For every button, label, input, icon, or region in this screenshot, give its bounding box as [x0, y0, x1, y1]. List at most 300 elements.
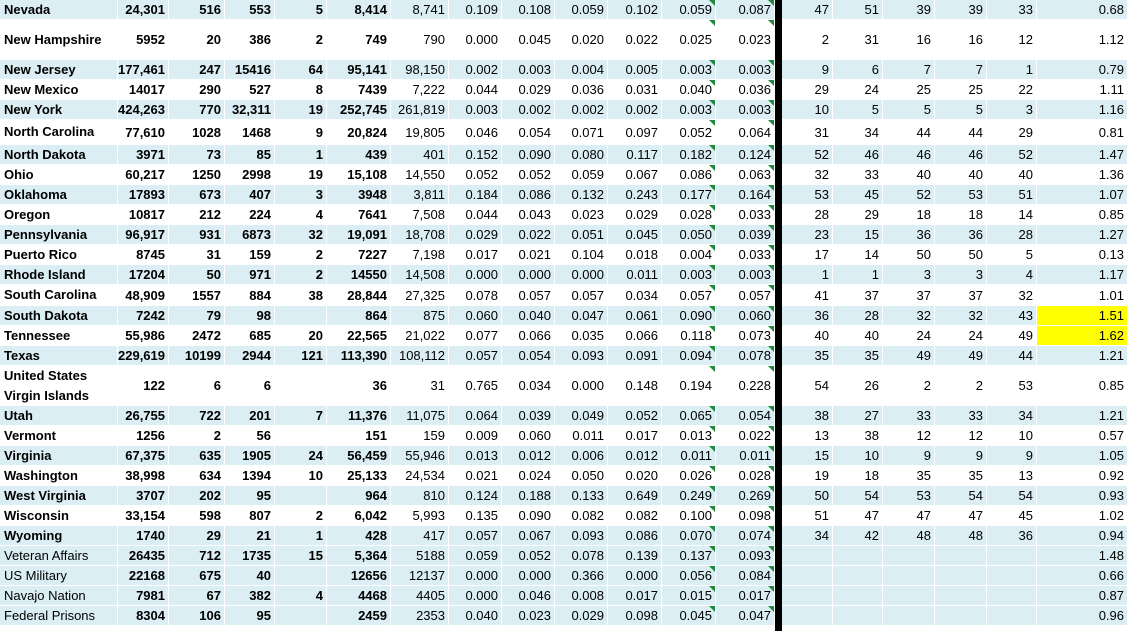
table-cell[interactable] — [118, 606, 169, 626]
table-cell[interactable] — [662, 225, 716, 245]
table-cell[interactable] — [169, 586, 225, 606]
table-cell[interactable] — [118, 326, 169, 346]
table-cell[interactable] — [716, 606, 775, 626]
table-cell[interactable] — [662, 586, 716, 606]
table-cell[interactable] — [987, 205, 1037, 225]
table-cell[interactable] — [327, 225, 391, 245]
table-cell[interactable] — [169, 80, 225, 100]
table-cell[interactable] — [327, 145, 391, 165]
table-cell[interactable] — [935, 60, 987, 80]
table-cell[interactable] — [716, 566, 775, 586]
table-cell[interactable] — [225, 0, 275, 20]
table-cell[interactable] — [1037, 506, 1128, 526]
table-cell[interactable] — [327, 406, 391, 426]
table-cell[interactable] — [1037, 346, 1128, 366]
table-cell[interactable] — [716, 526, 775, 546]
table-cell[interactable] — [502, 506, 555, 526]
table-cell[interactable] — [833, 506, 883, 526]
table-cell[interactable] — [716, 426, 775, 446]
table-cell[interactable] — [502, 245, 555, 265]
table-cell[interactable] — [555, 346, 608, 366]
table-cell[interactable] — [555, 586, 608, 606]
table-cell[interactable] — [716, 285, 775, 306]
table-cell[interactable] — [883, 566, 935, 586]
table-cell[interactable] — [1037, 80, 1128, 100]
table-cell[interactable] — [118, 60, 169, 80]
table-cell[interactable] — [275, 526, 327, 546]
table-cell[interactable] — [275, 165, 327, 185]
table-cell[interactable] — [391, 526, 449, 546]
table-cell[interactable] — [716, 506, 775, 526]
table-cell[interactable] — [935, 366, 987, 406]
table-cell[interactable] — [608, 366, 662, 406]
table-cell[interactable] — [225, 205, 275, 225]
table-cell[interactable] — [502, 225, 555, 245]
table-cell[interactable] — [662, 265, 716, 285]
table-cell[interactable] — [555, 546, 608, 566]
table-cell[interactable] — [987, 100, 1037, 120]
table-cell[interactable] — [935, 586, 987, 606]
table-cell[interactable] — [662, 446, 716, 466]
table-cell[interactable] — [883, 486, 935, 506]
table-cell[interactable] — [662, 60, 716, 80]
table-cell[interactable] — [883, 0, 935, 20]
table-cell[interactable] — [833, 245, 883, 265]
table-cell[interactable] — [169, 265, 225, 285]
table-cell[interactable] — [608, 265, 662, 285]
table-cell[interactable] — [391, 606, 449, 626]
table-cell[interactable] — [883, 586, 935, 606]
table-cell[interactable] — [391, 60, 449, 80]
table-cell[interactable] — [275, 120, 327, 145]
table-cell[interactable] — [449, 566, 502, 586]
table-cell[interactable] — [391, 546, 449, 566]
table-cell[interactable] — [225, 60, 275, 80]
table-cell[interactable] — [449, 526, 502, 546]
table-cell[interactable] — [935, 466, 987, 486]
table-cell[interactable] — [883, 120, 935, 145]
table-cell[interactable] — [883, 306, 935, 326]
table-cell[interactable] — [833, 0, 883, 20]
row-label-cell[interactable] — [0, 606, 118, 626]
table-cell[interactable] — [169, 426, 225, 446]
table-cell[interactable] — [502, 586, 555, 606]
table-cell[interactable] — [987, 0, 1037, 20]
table-cell[interactable] — [169, 100, 225, 120]
table-cell[interactable] — [1037, 245, 1128, 265]
table-cell[interactable] — [833, 546, 883, 566]
table-cell[interactable] — [275, 185, 327, 205]
row-label-cell[interactable] — [0, 120, 118, 145]
table-cell[interactable] — [883, 100, 935, 120]
table-cell[interactable] — [935, 306, 987, 326]
table-cell[interactable] — [327, 586, 391, 606]
table-cell[interactable] — [782, 506, 833, 526]
table-cell[interactable] — [987, 406, 1037, 426]
table-cell[interactable] — [833, 566, 883, 586]
table-cell[interactable] — [987, 165, 1037, 185]
table-cell[interactable] — [883, 245, 935, 265]
table-cell[interactable] — [662, 366, 716, 406]
table-cell[interactable] — [1037, 366, 1128, 406]
table-cell[interactable] — [833, 185, 883, 205]
table-cell[interactable] — [275, 0, 327, 20]
table-cell[interactable] — [1037, 225, 1128, 245]
table-cell[interactable] — [716, 346, 775, 366]
table-cell[interactable] — [391, 245, 449, 265]
table-cell[interactable] — [555, 506, 608, 526]
table-cell[interactable] — [935, 526, 987, 546]
table-cell[interactable] — [716, 20, 775, 60]
table-cell[interactable] — [391, 406, 449, 426]
table-cell[interactable] — [833, 486, 883, 506]
table-cell[interactable] — [275, 506, 327, 526]
table-cell[interactable] — [716, 406, 775, 426]
table-cell[interactable] — [118, 306, 169, 326]
row-label-cell[interactable] — [0, 586, 118, 606]
table-cell[interactable] — [716, 185, 775, 205]
table-cell[interactable] — [391, 426, 449, 446]
table-cell[interactable] — [608, 346, 662, 366]
table-cell[interactable] — [225, 446, 275, 466]
table-cell[interactable] — [275, 100, 327, 120]
table-cell[interactable] — [883, 225, 935, 245]
table-cell[interactable] — [555, 145, 608, 165]
table-cell[interactable] — [782, 306, 833, 326]
table-cell[interactable] — [169, 546, 225, 566]
table-cell[interactable] — [502, 145, 555, 165]
table-cell[interactable] — [225, 285, 275, 306]
table-cell[interactable] — [1037, 446, 1128, 466]
table-cell[interactable] — [118, 225, 169, 245]
table-cell[interactable] — [1037, 566, 1128, 586]
table-cell[interactable] — [275, 326, 327, 346]
table-cell[interactable] — [449, 446, 502, 466]
table-cell[interactable] — [327, 346, 391, 366]
table-cell[interactable] — [716, 326, 775, 346]
table-cell[interactable] — [118, 0, 169, 20]
table-cell[interactable] — [502, 366, 555, 406]
table-cell[interactable] — [716, 60, 775, 80]
table-cell[interactable] — [883, 60, 935, 80]
row-label-cell[interactable] — [0, 426, 118, 446]
table-cell[interactable] — [327, 120, 391, 145]
table-cell[interactable] — [118, 165, 169, 185]
table-cell[interactable] — [782, 80, 833, 100]
table-cell[interactable] — [935, 185, 987, 205]
table-cell[interactable] — [662, 506, 716, 526]
table-cell[interactable] — [502, 526, 555, 546]
table-cell[interactable] — [662, 426, 716, 446]
table-cell[interactable] — [987, 326, 1037, 346]
table-cell[interactable] — [716, 0, 775, 20]
table-cell[interactable] — [1037, 326, 1128, 346]
table-cell[interactable] — [118, 80, 169, 100]
table-cell[interactable] — [275, 145, 327, 165]
table-cell[interactable] — [833, 165, 883, 185]
table-cell[interactable] — [449, 466, 502, 486]
table-cell[interactable] — [169, 120, 225, 145]
table-cell[interactable] — [662, 20, 716, 60]
table-cell[interactable] — [883, 165, 935, 185]
table-cell[interactable] — [225, 586, 275, 606]
table-cell[interactable] — [327, 506, 391, 526]
table-cell[interactable] — [555, 0, 608, 20]
table-cell[interactable] — [225, 145, 275, 165]
table-cell[interactable] — [935, 606, 987, 626]
table-cell[interactable] — [782, 446, 833, 466]
table-cell[interactable] — [935, 120, 987, 145]
table-cell[interactable] — [449, 265, 502, 285]
table-cell[interactable] — [782, 165, 833, 185]
table-cell[interactable] — [782, 346, 833, 366]
row-label-cell[interactable] — [0, 566, 118, 586]
table-cell[interactable] — [883, 285, 935, 306]
table-cell[interactable] — [555, 466, 608, 486]
table-cell[interactable] — [608, 306, 662, 326]
table-cell[interactable] — [987, 306, 1037, 326]
table-cell[interactable] — [275, 566, 327, 586]
table-cell[interactable] — [502, 285, 555, 306]
table-cell[interactable] — [782, 120, 833, 145]
table-cell[interactable] — [502, 60, 555, 80]
table-cell[interactable] — [662, 566, 716, 586]
table-cell[interactable] — [327, 366, 391, 406]
table-cell[interactable] — [225, 306, 275, 326]
table-cell[interactable] — [662, 245, 716, 265]
table-cell[interactable] — [1037, 306, 1128, 326]
table-cell[interactable] — [169, 366, 225, 406]
table-cell[interactable] — [169, 165, 225, 185]
table-cell[interactable] — [987, 265, 1037, 285]
table-cell[interactable] — [502, 486, 555, 506]
table-cell[interactable] — [327, 285, 391, 306]
table-cell[interactable] — [935, 100, 987, 120]
table-cell[interactable] — [987, 60, 1037, 80]
table-cell[interactable] — [275, 225, 327, 245]
table-cell[interactable] — [608, 526, 662, 546]
table-cell[interactable] — [225, 526, 275, 546]
row-label-cell[interactable] — [0, 546, 118, 566]
table-cell[interactable] — [782, 205, 833, 225]
table-cell[interactable] — [555, 326, 608, 346]
table-cell[interactable] — [833, 80, 883, 100]
table-cell[interactable] — [118, 506, 169, 526]
table-cell[interactable] — [782, 586, 833, 606]
table-cell[interactable] — [449, 225, 502, 245]
table-cell[interactable] — [449, 100, 502, 120]
table-cell[interactable] — [833, 285, 883, 306]
table-cell[interactable] — [118, 406, 169, 426]
table-cell[interactable] — [608, 466, 662, 486]
table-cell[interactable] — [883, 426, 935, 446]
table-cell[interactable] — [169, 566, 225, 586]
table-cell[interactable] — [662, 285, 716, 306]
table-cell[interactable] — [555, 165, 608, 185]
table-cell[interactable] — [449, 145, 502, 165]
table-cell[interactable] — [782, 526, 833, 546]
table-cell[interactable] — [275, 446, 327, 466]
table-cell[interactable] — [555, 406, 608, 426]
table-cell[interactable] — [118, 466, 169, 486]
table-cell[interactable] — [833, 120, 883, 145]
table-cell[interactable] — [608, 285, 662, 306]
table-cell[interactable] — [449, 185, 502, 205]
table-cell[interactable] — [118, 265, 169, 285]
table-cell[interactable] — [225, 165, 275, 185]
table-cell[interactable] — [608, 566, 662, 586]
table-cell[interactable] — [502, 346, 555, 366]
table-cell[interactable] — [883, 326, 935, 346]
table-cell[interactable] — [118, 145, 169, 165]
table-cell[interactable] — [118, 120, 169, 145]
table-cell[interactable] — [275, 406, 327, 426]
table-cell[interactable] — [169, 20, 225, 60]
table-cell[interactable] — [716, 546, 775, 566]
table-cell[interactable] — [883, 526, 935, 546]
row-label-cell[interactable] — [0, 466, 118, 486]
table-cell[interactable] — [275, 486, 327, 506]
table-cell[interactable] — [662, 606, 716, 626]
table-cell[interactable] — [883, 466, 935, 486]
table-cell[interactable] — [833, 225, 883, 245]
table-cell[interactable] — [782, 566, 833, 586]
table-cell[interactable] — [662, 306, 716, 326]
table-cell[interactable] — [1037, 145, 1128, 165]
table-cell[interactable] — [883, 346, 935, 366]
table-cell[interactable] — [327, 546, 391, 566]
table-cell[interactable] — [275, 586, 327, 606]
table-cell[interactable] — [225, 426, 275, 446]
table-cell[interactable] — [1037, 185, 1128, 205]
table-cell[interactable] — [987, 466, 1037, 486]
table-cell[interactable] — [118, 346, 169, 366]
table-cell[interactable] — [662, 145, 716, 165]
table-cell[interactable] — [449, 366, 502, 406]
table-cell[interactable] — [449, 60, 502, 80]
table-cell[interactable] — [662, 205, 716, 225]
table-cell[interactable] — [987, 506, 1037, 526]
table-cell[interactable] — [225, 225, 275, 245]
table-cell[interactable] — [225, 346, 275, 366]
table-cell[interactable] — [716, 366, 775, 406]
table-cell[interactable] — [555, 306, 608, 326]
table-cell[interactable] — [987, 586, 1037, 606]
table-cell[interactable] — [608, 145, 662, 165]
table-cell[interactable] — [883, 265, 935, 285]
table-cell[interactable] — [935, 20, 987, 60]
table-cell[interactable] — [275, 426, 327, 446]
table-cell[interactable] — [275, 306, 327, 326]
table-cell[interactable] — [391, 326, 449, 346]
table-cell[interactable] — [608, 80, 662, 100]
table-cell[interactable] — [833, 446, 883, 466]
table-cell[interactable] — [502, 446, 555, 466]
table-cell[interactable] — [391, 100, 449, 120]
table-cell[interactable] — [833, 60, 883, 80]
table-cell[interactable] — [608, 20, 662, 60]
table-cell[interactable] — [502, 265, 555, 285]
table-cell[interactable] — [608, 60, 662, 80]
table-cell[interactable] — [716, 145, 775, 165]
table-cell[interactable] — [782, 60, 833, 80]
table-cell[interactable] — [555, 446, 608, 466]
table-cell[interactable] — [716, 265, 775, 285]
table-cell[interactable] — [782, 486, 833, 506]
table-cell[interactable] — [225, 80, 275, 100]
table-cell[interactable] — [833, 326, 883, 346]
table-cell[interactable] — [327, 566, 391, 586]
row-label-cell[interactable] — [0, 526, 118, 546]
table-cell[interactable] — [782, 245, 833, 265]
table-cell[interactable] — [225, 120, 275, 145]
row-label-cell[interactable] — [0, 446, 118, 466]
table-cell[interactable] — [327, 326, 391, 346]
table-cell[interactable] — [716, 205, 775, 225]
table-cell[interactable] — [225, 546, 275, 566]
table-cell[interactable] — [391, 466, 449, 486]
table-cell[interactable] — [449, 606, 502, 626]
table-cell[interactable] — [275, 60, 327, 80]
table-cell[interactable] — [782, 326, 833, 346]
table-cell[interactable] — [935, 285, 987, 306]
table-cell[interactable] — [555, 245, 608, 265]
table-cell[interactable] — [118, 546, 169, 566]
table-cell[interactable] — [608, 185, 662, 205]
table-cell[interactable] — [935, 0, 987, 20]
table-cell[interactable] — [169, 486, 225, 506]
table-cell[interactable] — [118, 185, 169, 205]
table-cell[interactable] — [327, 80, 391, 100]
table-cell[interactable] — [327, 245, 391, 265]
table-cell[interactable] — [662, 346, 716, 366]
table-cell[interactable] — [883, 185, 935, 205]
table-cell[interactable] — [662, 406, 716, 426]
table-cell[interactable] — [1037, 20, 1128, 60]
table-cell[interactable] — [555, 80, 608, 100]
table-cell[interactable] — [662, 80, 716, 100]
table-cell[interactable] — [169, 506, 225, 526]
table-cell[interactable] — [608, 100, 662, 120]
table-cell[interactable] — [118, 446, 169, 466]
table-cell[interactable] — [502, 546, 555, 566]
table-cell[interactable] — [391, 346, 449, 366]
table-cell[interactable] — [987, 346, 1037, 366]
table-cell[interactable] — [449, 486, 502, 506]
table-cell[interactable] — [169, 466, 225, 486]
table-cell[interactable] — [502, 466, 555, 486]
table-cell[interactable] — [391, 486, 449, 506]
table-cell[interactable] — [1037, 60, 1128, 80]
table-cell[interactable] — [987, 120, 1037, 145]
table-cell[interactable] — [502, 306, 555, 326]
table-cell[interactable] — [987, 486, 1037, 506]
table-cell[interactable] — [555, 285, 608, 306]
row-label-cell[interactable] — [0, 0, 118, 20]
table-cell[interactable] — [782, 366, 833, 406]
table-cell[interactable] — [275, 546, 327, 566]
table-cell[interactable] — [987, 80, 1037, 100]
row-label-cell[interactable] — [0, 285, 118, 306]
table-cell[interactable] — [833, 145, 883, 165]
table-cell[interactable] — [225, 606, 275, 626]
table-cell[interactable] — [502, 426, 555, 446]
table-cell[interactable] — [118, 285, 169, 306]
table-cell[interactable] — [608, 0, 662, 20]
table-cell[interactable] — [662, 165, 716, 185]
table-cell[interactable] — [608, 546, 662, 566]
table-cell[interactable] — [391, 0, 449, 20]
